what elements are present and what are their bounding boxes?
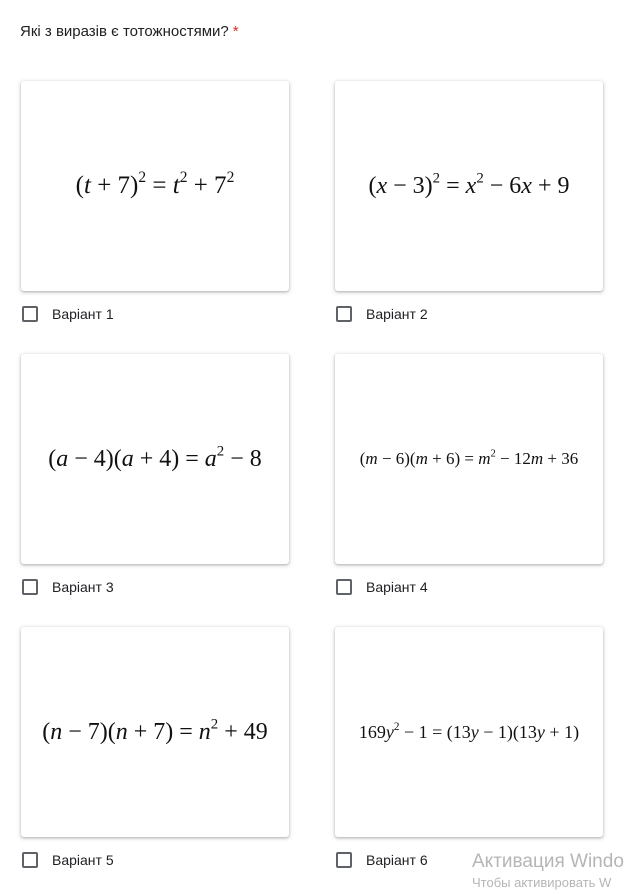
formula-2: $(x - 3)^2 = x^2 - 6x + 9$ bbox=[368, 170, 570, 199]
question-text: Які з виразів є тотожностями? bbox=[20, 23, 229, 40]
option-6-checkbox[interactable] bbox=[336, 852, 352, 868]
option-5-image bbox=[21, 627, 289, 837]
formula-5: $(n - 7)(n + 7) = n^2 + 49$ bbox=[42, 716, 268, 745]
watermark-subtitle: Чтобы активировать W bbox=[472, 875, 612, 890]
option-2-checkbox[interactable] bbox=[336, 306, 352, 322]
option-1 bbox=[21, 81, 291, 324]
option-3-choice[interactable] bbox=[21, 577, 291, 597]
option-5-choice[interactable] bbox=[21, 850, 291, 870]
option-3-label[interactable]: Варіант 3 bbox=[52, 579, 114, 595]
option-3 bbox=[21, 354, 291, 597]
formula-1: $(t + 7)^2 = t^2 + 7^2$ bbox=[75, 169, 235, 199]
option-2-image bbox=[335, 81, 603, 291]
formula-3: $(a - 4)(a + 4) = a^2 - 8$ bbox=[48, 443, 262, 472]
formula-4: $(m - 6)(m + 6) = m^2 - 12m + 36$ bbox=[359, 448, 579, 468]
required-mark: * bbox=[232, 23, 239, 40]
option-1-label[interactable]: Варіант 1 bbox=[52, 306, 114, 322]
option-2 bbox=[335, 81, 605, 324]
option-4-image bbox=[335, 354, 603, 564]
option-2-label[interactable]: Варіант 2 bbox=[366, 306, 428, 322]
option-5 bbox=[21, 627, 291, 870]
option-3-image bbox=[21, 354, 289, 564]
option-5-checkbox[interactable] bbox=[22, 852, 38, 868]
watermark-title: Активация Windo bbox=[472, 851, 624, 872]
option-1-image bbox=[21, 81, 289, 291]
option-4-choice[interactable] bbox=[335, 577, 605, 597]
option-6-label[interactable]: Варіант 6 bbox=[366, 852, 428, 868]
option-5-label[interactable]: Варіант 5 bbox=[52, 852, 114, 868]
option-3-checkbox[interactable] bbox=[22, 579, 38, 595]
option-4-label[interactable]: Варіант 4 bbox=[366, 579, 428, 595]
option-6-image bbox=[335, 627, 603, 837]
formula-6: $169y^2 - 1 = (13y - 1)(13y + 1)$ bbox=[358, 720, 580, 742]
option-1-checkbox[interactable] bbox=[22, 306, 38, 322]
option-4 bbox=[335, 354, 605, 597]
option-6 bbox=[335, 627, 605, 870]
windows-activation-watermark bbox=[472, 850, 624, 892]
option-2-choice[interactable] bbox=[335, 304, 605, 324]
option-4-checkbox[interactable] bbox=[336, 579, 352, 595]
option-1-choice[interactable] bbox=[21, 304, 291, 324]
